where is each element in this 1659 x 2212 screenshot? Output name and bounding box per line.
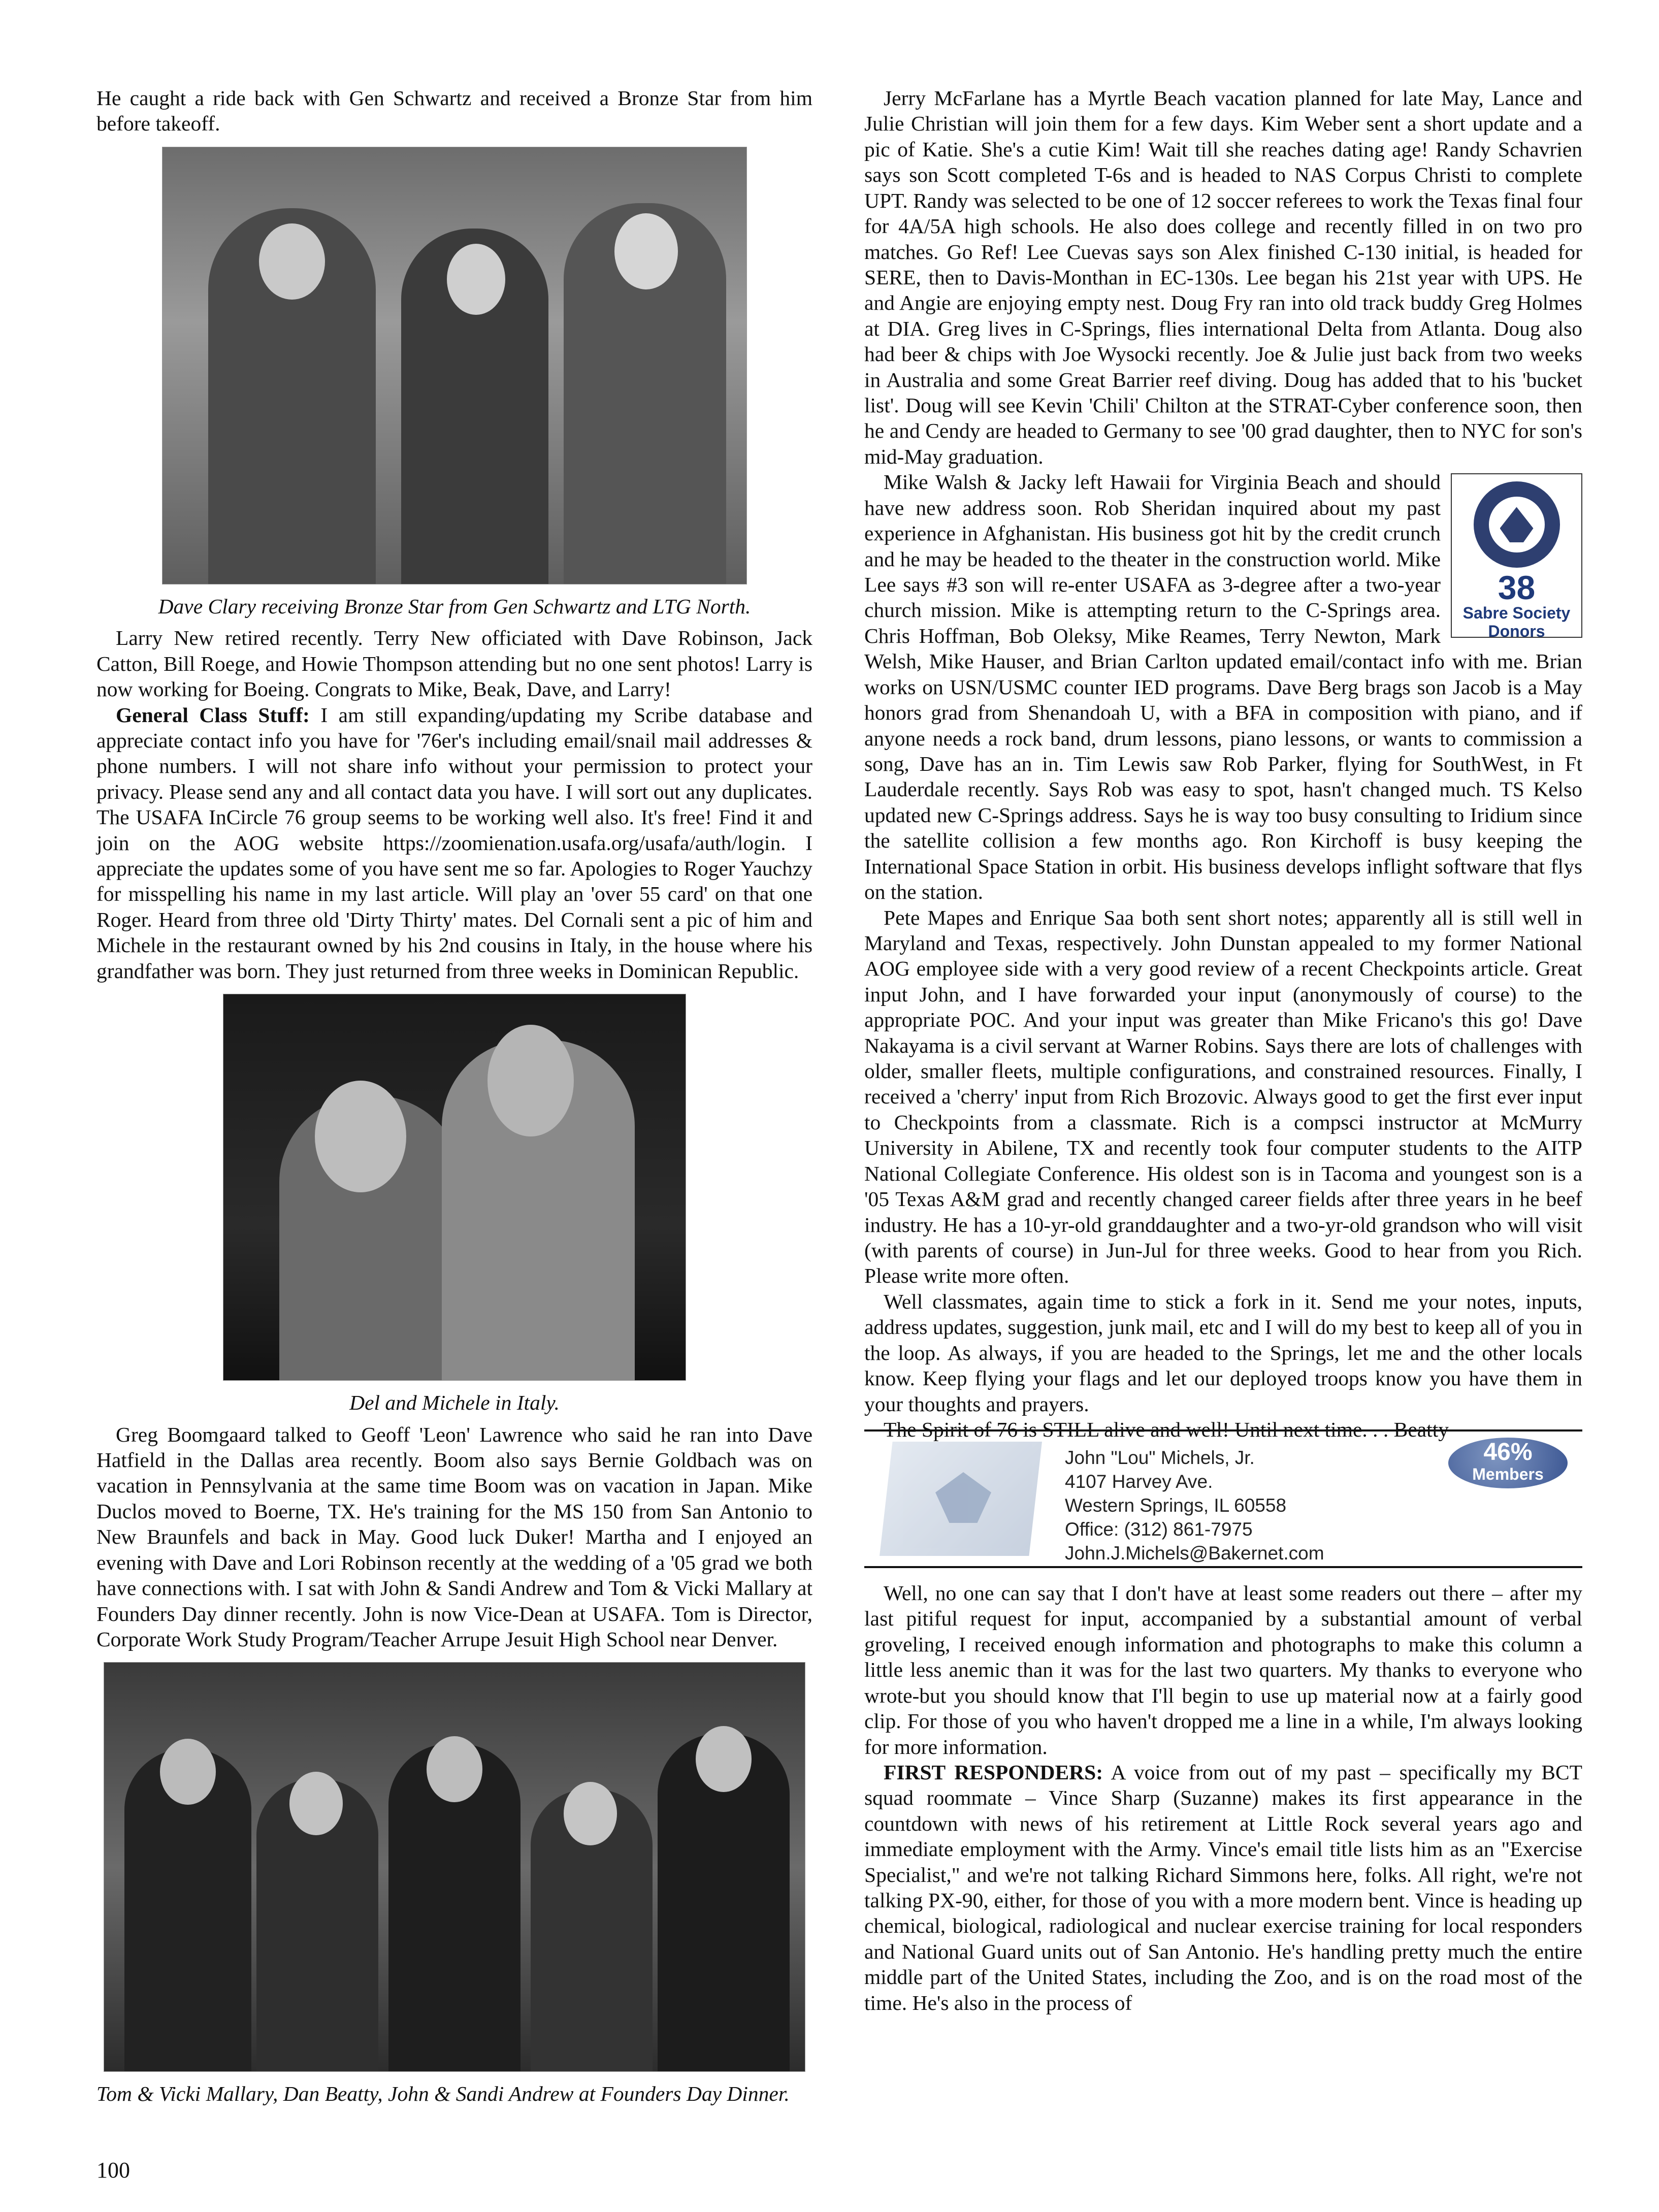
contact-address: 4107 Harvey Ave. <box>1065 1471 1213 1492</box>
photo-caption: Del and Michele in Italy. <box>349 1391 560 1415</box>
paragraph: Larry New retired recently. Terry New officiated with Dave Robinson, Jack Catton, Bill Roege, and Howie Thompson attending but no one sent photos! Larry is now working for Boeing. Congrats to Mike, Beak, Dave, and Larry! <box>96 626 812 701</box>
paragraph: Jerry McFarlane has a Myrtle Beach vacation planned for late May, Lance and Julie Christian will join them for a few days. Kim Weber sent a short update and a pic of Katie. She's a cutie Kim! Wait till she reaches dating age! Randy Schavrien says son Scott completed T-6s and is headed to NAS Corpus Christi to complete UPT. Randy was selected to be one of 12 soccer referees to work the Texas final four for 4A/5A high schools. He also does college and recently filled in on two pro matches. Go Ref! Lee Cuevas says son Alex finished C-130 initial, is headed for SERE, then to Davis-Monthan in EC-130s. Lee began his 21st year with UPS. He and Angie are enjoying empty nest. Doug Fry ran into old track buddy Greg Holmes at DIA. Greg lives in C-Springs, flies international Delta from Atlanta. Doug also had beer & chips with Joe Wysocki recently. Joe & Julie just back from two weeks in Australia and some Great Barrier reef diving. Doug has added that to his 'bucket list'. Doug will see Kevin 'Chili' Chilton at the STRAT-Cyber conference soon, then he and Cendy are headed to Germany to see '00 grad daughter, then to NYC for son's mid-May graduation. <box>864 86 1582 468</box>
contact-city: Western Springs, IL 60558 <box>1065 1495 1287 1516</box>
paragraph-body: I am still expanding/updating my Scribe database and appreciate contact info you have for '76er's including email/snail mail addresses & phone numbers. I will not share info without your permission to protect your privacy. Please send any and all contact data you have. I will sort out any duplicates. The USAFA InCircle 76 group seems to be working well also. It's free! Find it and join on the AOG website https://zoomienation.usafa.org/usafa/auth/login. I appreciate the updates some of you have sent me so far. Apologies to Roger Yauchzy for misspelling his name in my last article. Will play an 'over 55 card' on that one Roger. Heard from three old 'Dirty Thirty' mates. Del Cornali sent a pic of him and Michele in the restaurant owned by his 2nd cousins in Italy, in the house where his grandfather was born. They just returned from three weeks in Dominican Republic. <box>96 703 813 983</box>
sabre-label: Sabre Society Donors <box>1462 604 1571 640</box>
photo-del-michele <box>223 994 686 1381</box>
paragraph: Mike Walsh & Jacky left Hawaii for Virginia Beach and should have new address soon. Rob Sheridan inquired about my past experience in Afghanistan. His business got hit by the credit crunch and he may be headed to the theater in the construction world. Mike Lee says #3 son will re-enter USAFA as 3-degree after a two-year church mission. Mike is attempting return to the C-Springs area. Chris Hoffman, Bob Oleksy, Mike Reames, Terry Newton, Mark Welsh, Mike Hauser, and Brian Carlton updated email/contact info with me. Brian works on USN/USMC counter IED programs. Dave Berg brags son Jacob is a May honors grad from Shenandoah U, with a BFA in composition with piano, and if anyone needs a rock band, drum lessons, piano lessons, or wants to commission a song, Dave has an in. Tim Lewis saw Rob Parker, flying for SouthWest, in Ft Lauderdale recently. Says Rob was easy to spot, hasn't changed much. TS Kelso updated new C-Springs address. Says he is way too busy consulting to Iridium since the satellite collision a few months ago. Ron Kirchoff is busy keeping the International Space Station in orbit. His business develops inflight software that flys on the station. <box>864 470 1582 904</box>
section-lead: FIRST RESPONDERS: <box>884 1760 1103 1784</box>
section-lead: General Class Stuff: <box>116 703 310 727</box>
photo-caption: Tom & Vicki Mallary, Dan Beatty, John & Sandi Andrew at Founders Day Dinner. <box>96 2082 790 2106</box>
class-crest-icon <box>880 1442 1042 1556</box>
paragraph: Well classmates, again time to stick a fork in it. Send me your notes, inputs, address updates, suggestion, junk mail, etc and I will do my best to keep all of you in the loop. As always, if you are headed to the Springs, let me and the other locals know. Keep flying your flags and let our deployed troops know you have them in your thoughts and prayers. <box>864 1289 1582 1416</box>
class-77-column <box>864 1580 1582 2015</box>
paragraph: Well, no one can say that I don't have at least some readers out there – after my last pitiful request for input, accompanied by a substantial amount of verbal groveling, I received enough information and photographs to make this column a little less anemic than it was for the last two quarters. My thanks to everyone who wrote-but you should know that I'll begin to use up material now at a fairly good clip. For those of you who haven't dropped me a line in a while, I'm always looking for more information. <box>864 1581 1582 1759</box>
paragraph <box>864 1760 1582 2015</box>
sabre-society-seal-icon <box>1474 481 1560 568</box>
paragraph <box>96 702 812 984</box>
page-number: 100 <box>96 2158 130 2183</box>
paragraph: The Spirit of 76 is STILL alive and well! Until next time. . . Beatty <box>884 1417 1449 1441</box>
paragraph: Greg Boomgaard talked to Geoff 'Leon' Lawrence who said he ran into Dave Hatfield in the Dallas area recently. Boom also says Bernie Goldbach was on vacation in Pennsylvania at the same time Boom was on vacation in Japan. Mike Duclos moved to Boerne, TX. He's training for the MS 150 from San Antonio to New Braunfels and back in May. Good luck Duker! Martha and I enjoyed an evening with Dave and Lori Robinson recently at the wedding of a '05 grad we both have connections with. I sat with John & Sandi Andrew and Tom & Vicki Mallary at Founders Day dinner recently. John is now Vice-Dean at USAFA. Tom is Director, Corporate Work Study Program/Teacher Arrupe Jesuit High School near Denver. <box>96 1422 812 1651</box>
members-label: Members <box>1472 1465 1544 1483</box>
photo-caption: Dave Clary receiving Bronze Star from Gen Schwartz and LTG North. <box>158 594 751 618</box>
paragraph-body: A voice from out of my past – specifically my BCT squad roommate – Vince Sharp (Suzanne) makes its first appearance in the countdown with news of his retirement at Little Rock several years ago and immediate employment with the Army. Vince's email title lists him as an "Exercise Specialist," and we're not talking Richard Simmons here, folks. All right, we're not talking PX-90, either, for those of you with a more modern bent. Vince is heading up chemical, biological, radiological and nuclear exercise training for local responders and National Guard units out of San Antonio. He's handling pretty much the entire middle part of the United States, including the Zoo, and is on the road most of the time. He's also in the process of <box>864 1760 1582 2014</box>
members-pct: 46% <box>1483 1439 1533 1466</box>
contact-info <box>1065 1446 1324 1565</box>
contact-email[interactable]: John.J.Michels@Bakernet.com <box>1065 1543 1324 1564</box>
paragraph: Pete Mapes and Enrique Saa both sent short notes; apparently all is still well in Maryland and Texas, respectively. John Dunstan appealed to my former National AOG employee side with a very good review of a recent Checkpoints article. Great input John, and I have forwarded your input (anonymously of course) to the appropriate POC. And your input was greater than Mike Fricano's this go! Dave Nakayama is a civil servant at Warner Robins. Says there are lots of challenges with older, smaller fleets, multiple configurations, and constrained resources. Finally, I received a 'cherry' input from Rich Brozovic. Always good to get the first ever input to Checkpoints from a classmate. Rich is a compsci instructor at McMurry University in Abilene, TX and recently took four computer students to the AITP National Collegiate Conference. His oldest son is in Tacoma and youngest son is a '05 Texas A&M grad and recently changed career fields after three years in he beef industry. He has a 10-yr-old granddaughter and a two-yr-old grandson who will visit (with parents of course) in Jun-Jul for three weeks. Good to hear from you Rich. Please write more often. <box>864 905 1582 1288</box>
members-badge <box>1448 1438 1568 1488</box>
right-column <box>864 85 1582 1442</box>
paragraph: He caught a ride back with Gen Schwartz and received a Bronze Star from him before takeoff. <box>96 86 812 136</box>
left-column <box>96 85 812 2113</box>
photo-founders-day <box>104 1662 805 2072</box>
class-contact-box <box>864 1429 1582 1568</box>
sabre-count: 38 <box>1498 569 1536 607</box>
sabre-society-badge <box>1451 473 1582 638</box>
photo-bronze-star <box>162 147 747 584</box>
contact-name: John "Lou" Michels, Jr. <box>1065 1447 1255 1468</box>
contact-office: Office: (312) 861-7975 <box>1065 1519 1253 1540</box>
